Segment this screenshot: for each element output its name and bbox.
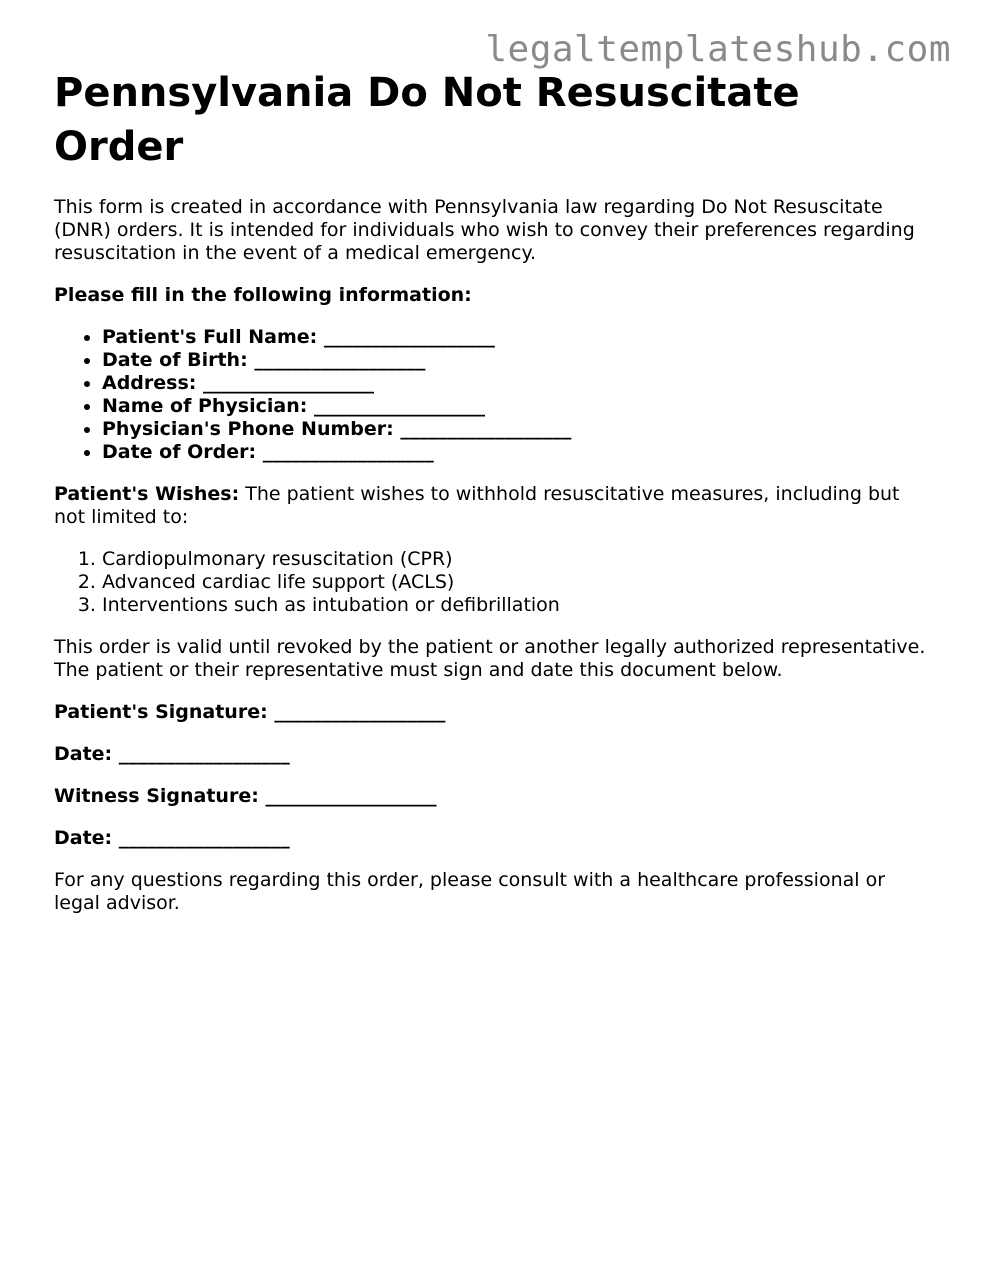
field-label: Patient's Full Name: <box>102 326 318 348</box>
measures-list <box>54 548 934 617</box>
field-blank[interactable]: __________________ <box>262 441 434 463</box>
field-patient-full-name <box>102 326 934 349</box>
field-blank[interactable]: __________________ <box>254 349 426 371</box>
field-date-of-order <box>102 441 934 464</box>
field-label: Date of Birth: <box>102 349 248 371</box>
witness-date-line <box>54 827 934 850</box>
list-item: 1. Cardiopulmonary resuscitation (CPR) <box>102 548 934 571</box>
patient-signature-line <box>54 701 934 724</box>
fill-heading: Please fill in the following information: <box>54 284 472 306</box>
field-address <box>102 372 934 395</box>
list-item: 2. Advanced cardiac life support (ACLS) <box>102 571 934 594</box>
signature-blank[interactable]: __________________ <box>274 701 446 723</box>
date-blank[interactable]: __________________ <box>118 743 290 765</box>
patient-info-list <box>54 326 934 464</box>
watermark: legaltemplateshub.com <box>485 29 951 70</box>
witness-signature-line <box>54 785 934 808</box>
field-date-of-birth <box>102 349 934 372</box>
date-blank[interactable]: __________________ <box>118 827 290 849</box>
field-label: Date of Order: <box>102 441 257 463</box>
intro-paragraph: This form is created in accordance with Pennsylvania law regarding Do Not Resuscitate (DNR) orders. It is intended for individuals who wish to convey their preferences regarding resuscitation in the event of a medical emergency. <box>54 196 915 264</box>
document-body <box>54 66 934 934</box>
field-blank[interactable]: __________________ <box>313 395 485 417</box>
field-label: Physician's Phone Number: <box>102 418 394 440</box>
wishes-text: The patient wishes to withhold resuscitative measures, including but not limited to: <box>54 483 900 528</box>
field-label: Name of Physician: <box>102 395 308 417</box>
date-label: Date: <box>54 743 113 765</box>
field-label: Address: <box>102 372 197 394</box>
list-item: 3. Interventions such as intubation or defibrillation <box>102 594 934 617</box>
wishes-paragraph <box>54 483 934 529</box>
patient-date-line <box>54 743 934 766</box>
wishes-label: Patient's Wishes: <box>54 483 240 505</box>
footer-paragraph: For any questions regarding this order, please consult with a healthcare professional or legal advisor. <box>54 869 886 914</box>
field-blank[interactable]: __________________ <box>400 418 572 440</box>
signature-label: Witness Signature: <box>54 785 259 807</box>
field-physician-phone <box>102 418 934 441</box>
date-label: Date: <box>54 827 113 849</box>
signature-label: Patient's Signature: <box>54 701 268 723</box>
validity-paragraph: This order is valid until revoked by the patient or another legally authorized representative. The patient or their representative must sign and date this document below. <box>54 636 926 681</box>
page-title: Pennsylvania Do Not Resuscitate Order <box>54 70 800 170</box>
field-physician-name <box>102 395 934 418</box>
signature-blank[interactable]: __________________ <box>265 785 437 807</box>
field-blank[interactable]: __________________ <box>203 372 375 394</box>
field-blank[interactable]: __________________ <box>323 326 495 348</box>
